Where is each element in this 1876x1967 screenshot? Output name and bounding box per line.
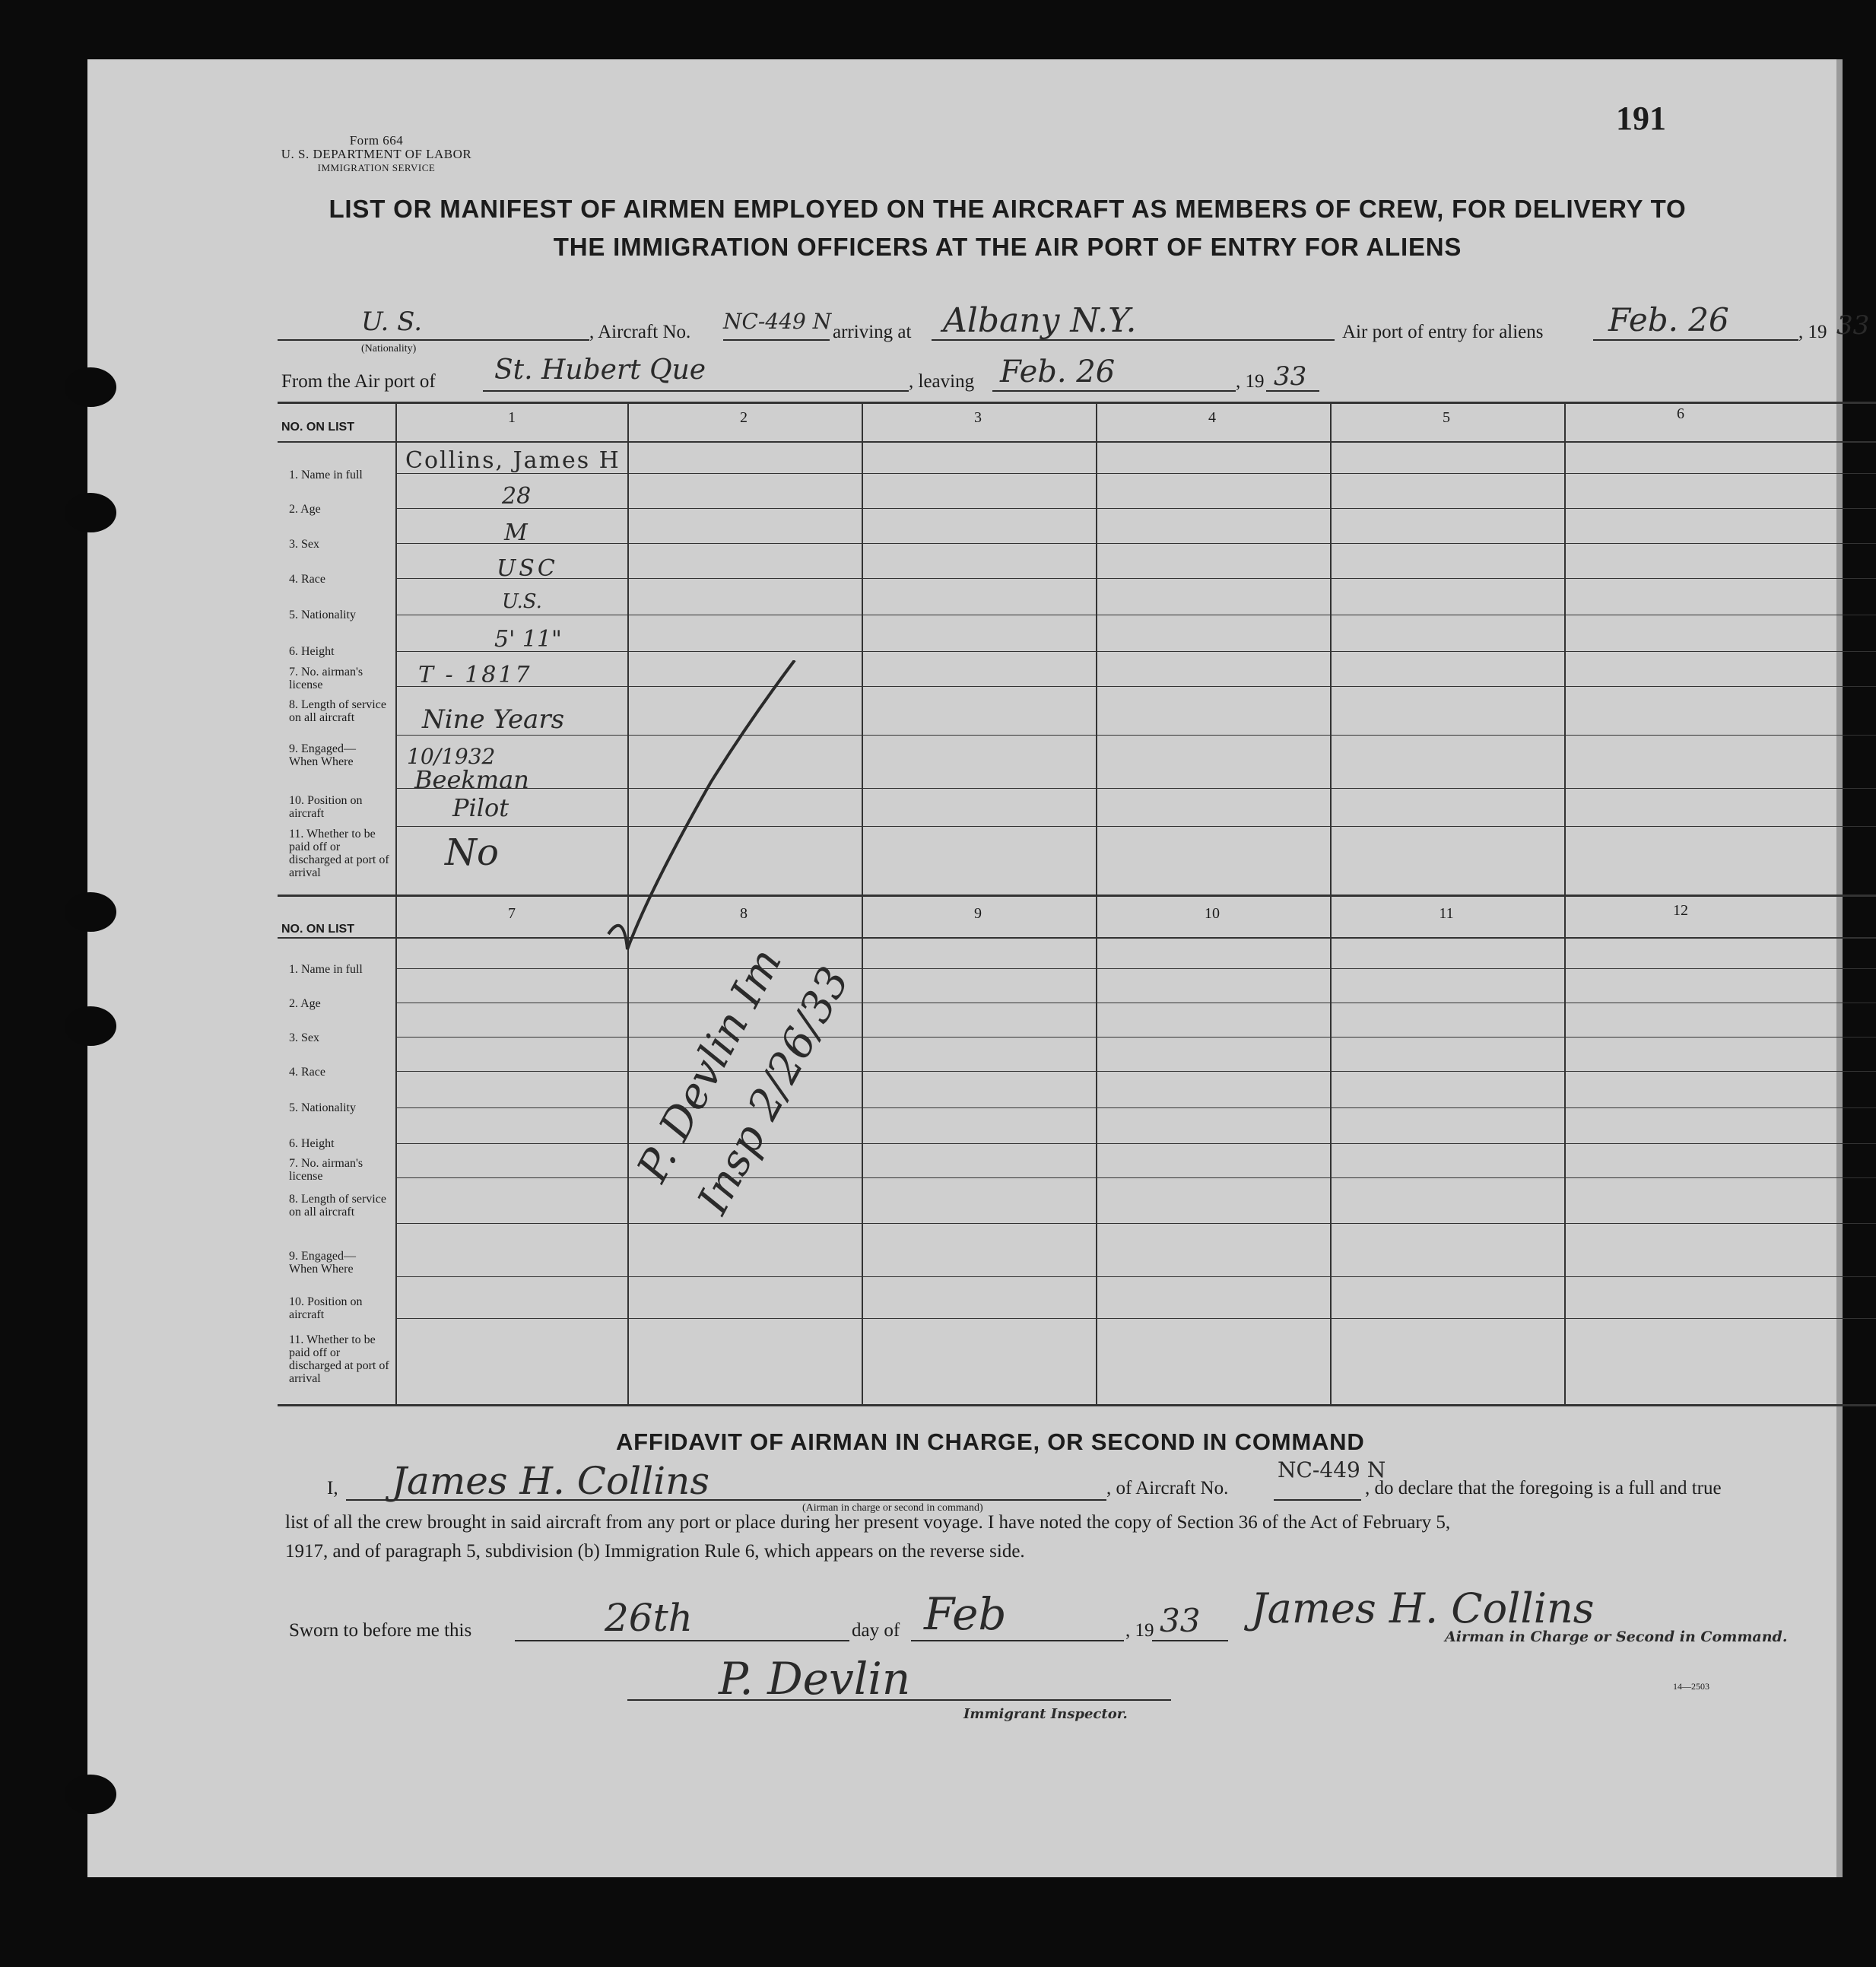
table-top-rule [278, 402, 1876, 404]
no-on-list-header-2: NO. ON LIST [281, 923, 354, 936]
affidavit-i-label: I, [327, 1478, 338, 1498]
col-number: 1 [508, 409, 516, 426]
leaving-value: Feb. 26 [1000, 354, 1116, 389]
affidavit-line-3: 1917, and of paragraph 5, subdivision (b) Immigration Rule 6, which appears on the reverse side. [285, 1541, 1025, 1562]
punch-hole [65, 892, 116, 932]
title-line-2: THE IMMIGRATION OFFICERS AT THE AIR PORT OF ENTRY FOR ALIENS [553, 233, 1462, 261]
col-number: 5 [1443, 409, 1450, 426]
affidavit-title: AFFIDAVIT OF AIRMAN IN CHARGE, OR SECOND IN COMMAND [616, 1428, 1365, 1455]
crew-nationality: U.S. [502, 590, 542, 613]
table-header-rule [278, 441, 1876, 443]
row-rule [395, 1177, 1876, 1178]
row-label: 8. Length of service on all aircraft [289, 698, 386, 724]
row-rule [395, 1318, 1876, 1319]
crew-sex: M [504, 520, 528, 546]
row-rule [395, 1223, 1876, 1224]
row-label: 8. Length of service on all aircraft [289, 1193, 386, 1219]
title-line-1: LIST OR MANIFEST OF AIRMEN EMPLOYED ON THE AIRCRAFT AS MEMBERS OF CREW, FOR DELIVERY TO [329, 195, 1687, 223]
row-label: 6. Height [289, 1137, 335, 1150]
col-divider [395, 402, 397, 1404]
entry-date-line [1593, 339, 1798, 341]
row-label: 2. Age [289, 503, 321, 516]
service-name: IMMIGRATION SERVICE [317, 162, 436, 173]
airman-signature: James H. Collins [1251, 1584, 1595, 1632]
row-label: 9. Engaged— When Where [289, 1250, 356, 1276]
entry-label: Air port of entry for aliens [1342, 322, 1544, 342]
entry-date-value: Feb. 26 [1608, 301, 1729, 338]
col-number: 6 [1677, 405, 1684, 422]
sworn-day-line [515, 1640, 849, 1641]
row-rule [395, 968, 1876, 969]
col-divider [1564, 402, 1566, 1404]
leaving-year-prefix: , 19 [1236, 371, 1265, 392]
aircraft-value: NC-449 N [723, 309, 832, 334]
row-label: 11. Whether to be paid off or discharged at port of arrival [289, 828, 389, 879]
page-number: 191 [1616, 100, 1666, 137]
crew-engaged-when: 10/1932 [407, 744, 496, 769]
col-number: 10 [1205, 905, 1220, 922]
row-rule [395, 1107, 1876, 1108]
row-label: 10. Position on aircraft [289, 794, 363, 820]
leaving-line [992, 390, 1236, 392]
crew-engaged-where: Beekman [414, 765, 529, 794]
row-label: 9. Engaged— When Where [289, 742, 356, 768]
crew-race: USC [497, 555, 558, 582]
from-label: From the Air port of [281, 371, 436, 392]
check-mark-icon [605, 660, 802, 964]
row-rule [395, 1276, 1876, 1277]
row-label: 4. Race [289, 573, 325, 586]
row-label: 11. Whether to be paid off or discharged at port of arrival [289, 1333, 389, 1385]
row-rule [395, 578, 1876, 579]
aircraft-line [723, 339, 830, 341]
airman-caption: (Airman in charge or second in command) [802, 1502, 983, 1514]
row-label: 5. Nationality [289, 1101, 356, 1114]
inspector-signature: P. Devlin [719, 1653, 911, 1705]
row-rule [395, 651, 1876, 652]
crew-position: Pilot [452, 793, 509, 822]
crew-age: 28 [502, 483, 532, 510]
nationality-value: U. S. [361, 307, 423, 337]
nationality-line [278, 339, 589, 341]
punch-hole [65, 1006, 116, 1046]
table-bottom-rule [278, 1404, 1876, 1406]
crew-license: T - 1817 [418, 662, 532, 688]
row-rule [395, 1143, 1876, 1144]
form-number: Form 664 [349, 133, 404, 148]
from-value: St. Hubert Que [494, 354, 706, 386]
arriving-label: arriving at [833, 322, 912, 342]
col-divider [862, 402, 863, 1404]
form-header [274, 134, 479, 175]
from-line [483, 390, 909, 392]
col-number: 9 [974, 905, 982, 922]
row-rule [395, 543, 1876, 544]
crew-discharged: No [445, 831, 499, 874]
of-aircraft-label: , of Aircraft No. [1106, 1478, 1229, 1498]
affidavit-line-2: list of all the crew brought in said aircraft from any port or place during her present voyage. I have noted the copy of Section 36 of the Act of February 5, [285, 1512, 1451, 1533]
col-number: 3 [974, 409, 982, 426]
affidavit-aircraft-value: NC-449 N [1278, 1457, 1386, 1482]
row-rule [395, 508, 1876, 509]
aircraft-label: , Aircraft No. [589, 322, 691, 342]
row-label: 4. Race [289, 1066, 325, 1079]
page-title [240, 190, 1776, 266]
no-on-list-header: NO. ON LIST [281, 421, 354, 434]
crew-height: 5' 11" [494, 626, 562, 653]
sworn-year-line [1152, 1640, 1228, 1641]
sworn-year: 33 [1160, 1602, 1201, 1639]
row-rule [395, 1037, 1876, 1038]
col-number: 8 [740, 905, 748, 922]
row-label: 7. No. airman's license [289, 1157, 363, 1183]
row-label: 3. Sex [289, 1031, 319, 1044]
affidavit-declare-text: , do declare that the foregoing is a full and true [1365, 1478, 1722, 1498]
col-number: 4 [1208, 409, 1216, 426]
leaving-year-value: 33 [1274, 361, 1307, 392]
row-label: 5. Nationality [289, 609, 356, 621]
inspector-stamp: P. Devlin Im Insp 2/26/33 [627, 940, 859, 1222]
row-rule [395, 1071, 1876, 1072]
crew-service: Nine Years [422, 704, 565, 735]
sworn-day: 26th [605, 1596, 693, 1640]
sworn-month-line [911, 1640, 1124, 1641]
row-label: 7. No. airman's license [289, 666, 363, 691]
sworn-label: Sworn to before me this [289, 1620, 472, 1641]
entry-year-value: 33 [1836, 310, 1870, 341]
row-label: 3. Sex [289, 538, 319, 551]
department-name: U. S. DEPARTMENT OF LABOR [281, 147, 472, 161]
col-number: 7 [508, 905, 516, 922]
form-code: 14—2503 [1673, 1681, 1709, 1692]
manifest-page [87, 59, 1870, 1877]
punch-hole [65, 1775, 116, 1814]
col-divider [1096, 402, 1097, 1404]
row-label: 6. Height [289, 645, 335, 658]
table-header-rule-2 [278, 937, 1876, 939]
sworn-year-prefix: , 19 [1125, 1620, 1154, 1641]
row-label: 10. Position on aircraft [289, 1295, 363, 1321]
punch-hole [65, 493, 116, 532]
entry-year-prefix: , 19 [1798, 322, 1827, 342]
col-number: 2 [740, 409, 748, 426]
arriving-value: Albany N.Y. [943, 301, 1137, 340]
col-number: 11 [1439, 905, 1454, 922]
punch-hole [65, 367, 116, 407]
affidavit-aircraft-line [1274, 1499, 1361, 1501]
leaving-label: , leaving [909, 371, 975, 392]
airman-sig-caption: Airman in Charge or Second in Command. [1445, 1629, 1788, 1645]
col-number: 12 [1673, 902, 1688, 919]
row-label: 1. Name in full [289, 469, 363, 481]
nationality-caption: (Nationality) [361, 343, 417, 354]
row-label: 1. Name in full [289, 963, 363, 976]
table-mid-rule [278, 895, 1876, 897]
row-label: 2. Age [289, 997, 321, 1010]
inspector-caption: Immigrant Inspector. [963, 1706, 1128, 1722]
col-divider [1330, 402, 1332, 1404]
leaving-year-line [1266, 390, 1319, 392]
sworn-month: Feb [924, 1588, 1007, 1640]
airman-name-value: James H. Collins [392, 1459, 709, 1503]
day-of-label: day of [852, 1620, 900, 1641]
crew-name: Collins, James H [405, 447, 621, 474]
